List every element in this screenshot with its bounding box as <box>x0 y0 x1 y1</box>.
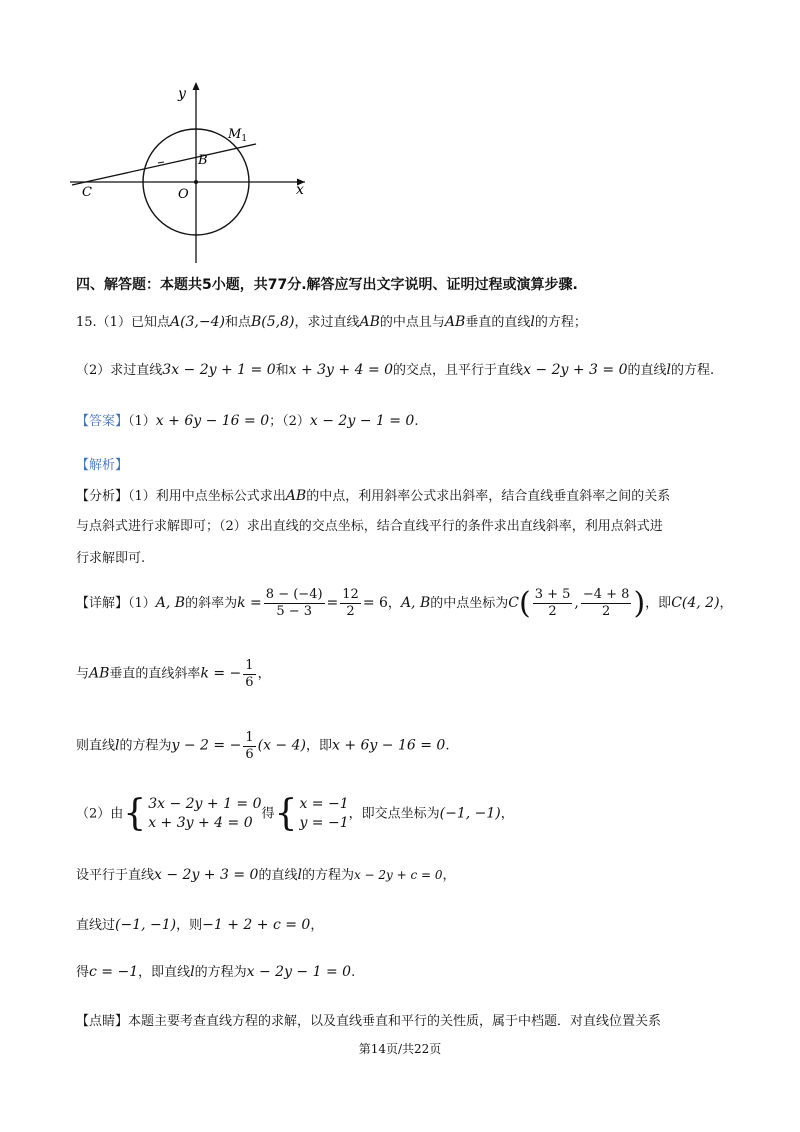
origin-point <box>194 180 198 184</box>
jiexi-line <box>76 458 128 475</box>
label-m1: $M_1$ <box>228 127 248 144</box>
label-x: x <box>296 182 304 198</box>
equation-system-1: { 3x − 2y + 1 = 0 x + 3y + 4 = 0 <box>123 792 262 834</box>
q15-part2: （2）求过直线3x − 2y + 1 = 0和x + 3y + 4 = 0的交点，且平行于直线x − 2y + 3 = 0的直线l的方程. <box>76 362 715 378</box>
dianjing-line: 【点睛】本题主要考查直线方程的求解，以及直线垂直和平行的关性质，属于中档题．对直线位置关系 <box>76 1014 662 1029</box>
detail-step-6: 直线过(−1, −1)，则−1 + 2 + c = 0， <box>76 917 324 933</box>
fenxi-line-3: 行求解即可. <box>76 551 146 566</box>
line-c-m1 <box>72 144 256 185</box>
xiangjie-tag: 【详解】 <box>76 596 129 611</box>
dianjing-tag: 【点睛】 <box>76 1014 129 1029</box>
section-title: 四、解答题：本题共5小题，共77分.解答应写出文字说明、证明过程或演算步骤. <box>76 277 578 293</box>
page-number: 第14页/共22页 <box>358 1042 442 1056</box>
tick-mark <box>158 162 164 163</box>
detail-step-3: 则直线l的方程为y − 2 = − $\frac{1}{6}$ (x − 4)，即x + 6y − 16 = 0. <box>76 730 450 762</box>
detail-step-5: 设平行于直线x − 2y + 3 = 0的直线l的方程为x − 2y + c = 0， <box>76 867 456 883</box>
label-m1-subscript: 1 <box>241 134 248 144</box>
detail-step-4: （2）由 { 3x − 2y + 1 = 0 x + 3y + 4 = 0 得 { x = −1 y = −1 ，即交点坐标为(−1, −1)， <box>76 792 514 834</box>
answer-tag: 【答案】 <box>76 414 129 429</box>
fraction-12-2: $\frac{12}{2}$ <box>342 587 359 619</box>
fenxi-line-1: 【分析】（1）利用中点坐标公式求出AB的中点，利用斜率公式求出斜率，结合直线垂直斜率之间的关系 <box>76 488 671 504</box>
fraction-slope: $\frac{8 - (-4)}{5 - 3}$ <box>265 587 323 619</box>
fraction-mid-y: $\frac{-4 + 8}{2}$ <box>582 587 630 619</box>
label-c: C <box>82 185 92 200</box>
point-b: B(5,8) <box>251 314 295 330</box>
point-a: A(3,−4) <box>169 314 225 330</box>
equation-system-2: { x = −1 y = −1 <box>274 792 349 834</box>
label-b: B <box>198 153 208 168</box>
detail-step-2: 与AB垂直的直线斜率k = − $\frac{1}{6}$ ， <box>76 658 271 690</box>
label-y: y <box>178 86 186 102</box>
y-axis-arrow-icon <box>193 82 200 90</box>
coordinate-diagram <box>60 78 320 268</box>
q15-part1: 15.（1）已知点A(3,−4)和点B(5,8)，求过直线AB的中点且与AB垂直的直线l的方程； <box>76 314 587 330</box>
fenxi-line-2: 与点斜式进行求解即可；（2）求出直线的交点坐标，结合直线平行的条件求出直线斜率，利用点斜式进 <box>76 519 663 534</box>
jiexi-tag: 【解析】 <box>76 458 129 473</box>
detail-step-7: 得c = −1，即直线l的方程为x − 2y − 1 = 0. <box>76 964 356 980</box>
fraction-one-sixth-2: $\frac{1}{6}$ <box>245 730 254 762</box>
fraction-one-sixth: $\frac{1}{6}$ <box>245 658 254 690</box>
answer-line: 【答案】（1）x + 6y − 16 = 0；（2）x − 2y − 1 = 0. <box>76 413 419 429</box>
label-o: O <box>178 187 189 202</box>
fraction-mid-x: $\frac{3 + 5}{2}$ <box>534 587 571 619</box>
fenxi-tag: 【分析】 <box>76 489 129 504</box>
detail-step-1: 【详解】（1）A, B的斜率为k = $\frac{8 - (-4)}{5 - 3}$ = $\frac{12}{2}$ = 6，A, B的中点坐标为C( $\frac{3 + 5}{2}$ , $\frac{-4 + 8}{2}$ )，即C(4, 2)， <box>76 586 733 621</box>
